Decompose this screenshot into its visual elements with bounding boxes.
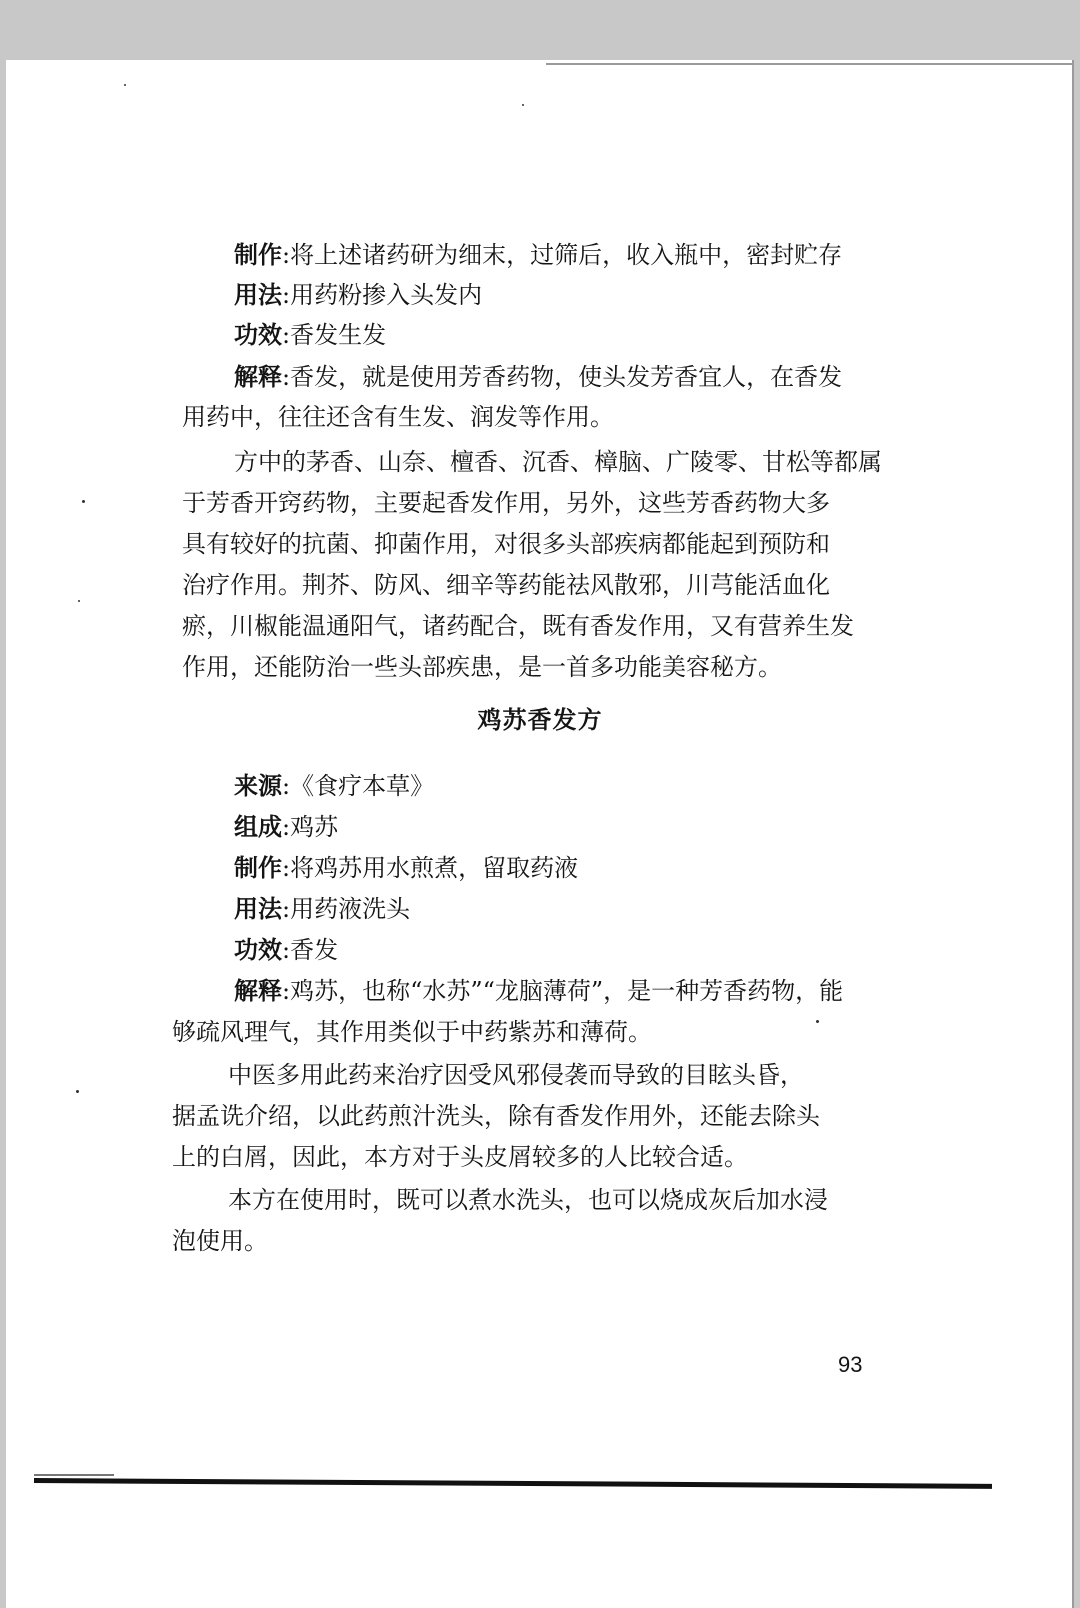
paragraph-line: 作用，还能防治一些头部疾患，是一首多功能美容秘方。 xyxy=(182,653,782,681)
zucheng-label: 组成 xyxy=(234,813,282,841)
zhizuo2-text: :将鸡苏用水煎煮，留取药液 xyxy=(282,854,579,882)
paragraph-line: 治疗作用。荆芥、防风、细辛等药能祛风散邪，川芎能活血化 xyxy=(182,571,830,599)
yongfa2-line xyxy=(234,889,410,929)
laiyuan-label: 来源 xyxy=(234,772,282,800)
paragraph-line: 中医多用此药来治疗因受风邪侵袭而导致的目眩头昏， xyxy=(228,1061,804,1089)
book-page xyxy=(6,60,1074,1608)
laiyuan-line xyxy=(234,766,434,806)
jieshi-label: 解释 xyxy=(234,363,282,391)
zhizuo2-line xyxy=(234,848,578,888)
paragraph-line: 本方在使用时，既可以煮水洗头，也可以烧成灰后加水浸 xyxy=(228,1186,828,1214)
gongxiao-text: :香发生发 xyxy=(282,321,387,349)
zhizuo-label: 制作 xyxy=(234,241,282,269)
page-number: 93 xyxy=(838,1352,863,1377)
scan-edge-line xyxy=(1072,60,1074,1608)
paragraph-line: 上的白屑，因此，本方对于头皮屑较多的人比较合适。 xyxy=(172,1143,748,1171)
scan-speck xyxy=(124,84,126,86)
zhizuo-line xyxy=(234,235,842,275)
paragraph-line: 据孟诜介绍，以此药煎汁洗头，除有香发作用外，还能去除头 xyxy=(172,1102,820,1130)
yongfa2-text: :用药液洗头 xyxy=(282,895,411,923)
scan-speck xyxy=(76,1090,79,1093)
jieshi-text: :香发，就是使用芳香药物，使头发芳香宜人，在香发 xyxy=(282,363,843,391)
gongxiao-line xyxy=(234,315,386,355)
yongfa-label: 用法 xyxy=(234,281,282,309)
laiyuan-text: :《食疗本草》 xyxy=(282,772,435,800)
jieshi-line xyxy=(234,357,842,397)
scan-speck xyxy=(82,500,85,503)
scan-speck xyxy=(816,1020,819,1023)
jieshi2-continuation: 够疏风理气，其作用类似于中药紫苏和薄荷。 xyxy=(172,1018,652,1046)
jieshi2-text: :鸡苏，也称“水苏”“龙脑薄荷”，是一种芳香药物，能 xyxy=(282,977,844,1005)
gongxiao2-text: :香发 xyxy=(282,936,339,964)
bottom-rule-fade xyxy=(34,1474,114,1476)
yongfa-line xyxy=(234,275,482,315)
scan-edge-line xyxy=(546,63,1074,65)
gongxiao-label: 功效 xyxy=(234,321,282,349)
gongxiao2-line xyxy=(234,930,338,970)
scan-speck xyxy=(78,600,80,602)
gongxiao2-label: 功效 xyxy=(234,936,282,964)
zucheng-text: :鸡苏 xyxy=(282,813,339,841)
jieshi-continuation: 用药中，往往还含有生发、润发等作用。 xyxy=(182,403,614,431)
zucheng-line xyxy=(234,807,338,847)
paragraph-line: 方中的茅香、山奈、檀香、沉香、樟脑、广陵零、甘松等都属 xyxy=(234,448,882,476)
scan-speck xyxy=(522,104,524,106)
yongfa-text: :用药粉掺入头发内 xyxy=(282,281,483,309)
section-title: 鸡苏香发方 xyxy=(477,706,603,734)
jieshi2-line xyxy=(234,971,843,1011)
paragraph-line: 于芳香开窍药物，主要起香发作用，另外，这些芳香药物大多 xyxy=(182,489,830,517)
zhizuo2-label: 制作 xyxy=(234,854,282,882)
paragraph-line: 泡使用。 xyxy=(172,1227,268,1255)
yongfa2-label: 用法 xyxy=(234,895,282,923)
paragraph-line: 具有较好的抗菌、抑菌作用，对很多头部疾病都能起到预防和 xyxy=(182,530,830,558)
zhizuo-text: :将上述诸药研为细末，过筛后，收入瓶中，密封贮存 xyxy=(282,241,843,269)
paragraph-line: 瘀，川椒能温通阳气，诸药配合，既有香发作用，又有营养生发 xyxy=(182,612,854,640)
bottom-rule xyxy=(34,1478,992,1489)
jieshi2-label: 解释 xyxy=(234,977,282,1005)
